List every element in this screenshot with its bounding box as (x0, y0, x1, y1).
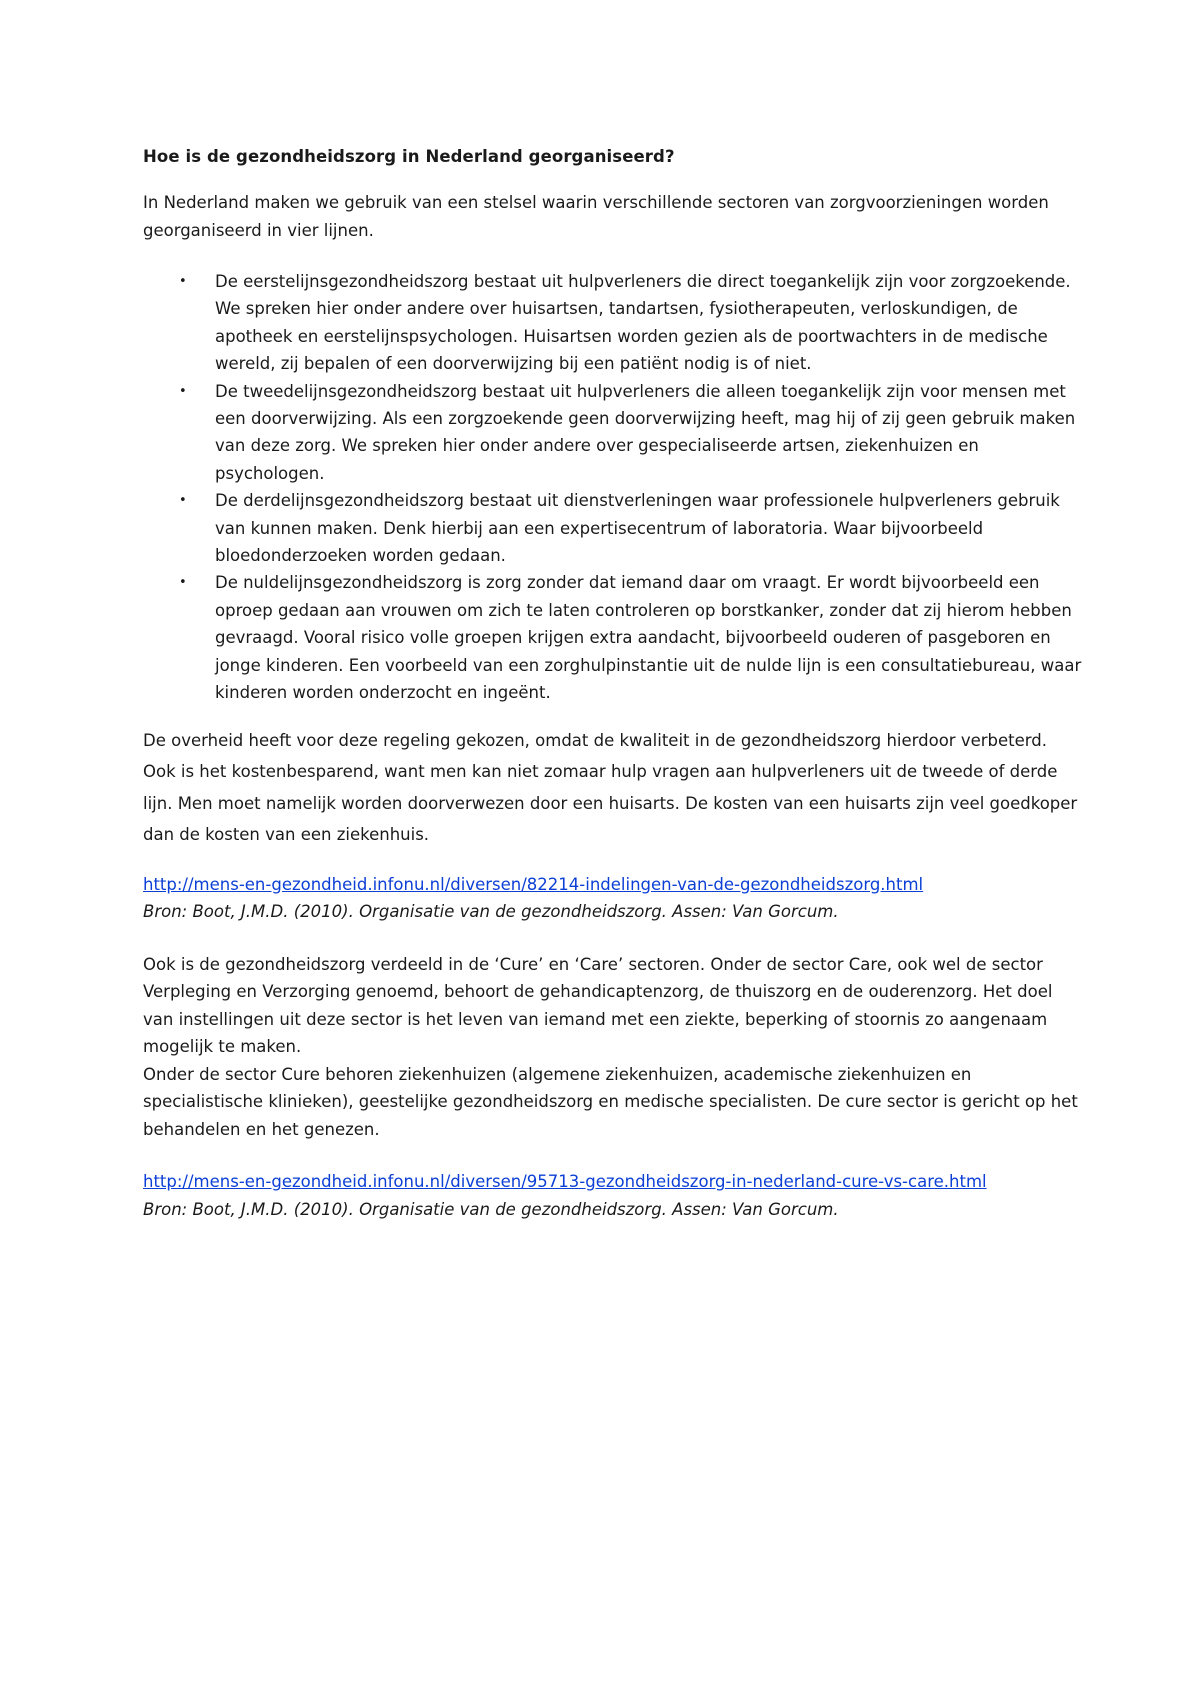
list-item-zero-line (179, 569, 1083, 706)
bullet-icon: • (179, 274, 187, 289)
source-citation-2: Bron: Boot, J.M.D. (2010). Organisatie van de gezondheidszorg. Assen: Van Gorcum. (143, 1199, 839, 1219)
list-item-text: De derdelijnsgezondheidszorg bestaat uit dienstverleningen waar professionele hulpverleners gebruik van kunnen maken. Denk hierbij aan een expertisecentrum of laboratoria. Waar bijvoorbeeld bloedonderzoeken worden gedaan. (215, 491, 1060, 566)
cure-care-section (143, 951, 1083, 1144)
government-paragraph: De overheid heeft voor deze regeling gekozen, omdat de kwaliteit in de gezondheidszorg hierdoor verbeterd. Ook is het kostenbesparend, want men kan niet zomaar hulp vragen aan hulpverleners uit de tweede of derde lijn. Men moet namelijk worden doorverwezen door een huisarts. De kosten van een huisarts zijn veel goedkoper dan de kosten van een ziekenhuis. (143, 730, 1078, 844)
care-lines-list (143, 268, 1083, 707)
bullet-icon: • (179, 575, 187, 591)
cure-care-paragraph-cure: Onder de sector Cure behoren ziekenhuizen (algemene ziekenhuizen, academische ziekenhuizen en specialistische klinieken), geestelijke gezondheidszorg en medische specialisten. De cure sector is gericht op het behandelen en het genezen. (143, 1064, 1078, 1139)
list-item-text: De tweedelijnsgezondheidszorg bestaat uit hulpverleners die alleen toegankelijk zijn voor mensen met een doorverwijzing. Als een zorgzoekende geen doorverwijzing heeft, mag hij of zij geen gebruik maken van deze zorg. We spreken hier onder andere over gespecialiseerde artsen, ziekenhuizen en psychologen. (215, 381, 1076, 483)
list-item-first-line (179, 268, 1083, 378)
cure-care-paragraph-care: Ook is de gezondheidszorg verdeeld in de ‘Cure’ en ‘Care’ sectoren. Onder de sector Care, ook wel de sector Verpleging en Verzorging genoemd, behoort de gehandicaptenzorg, de thuiszorg en de ouderenzorg. Het doel van instellingen uit deze sector is het leven van iemand met een ziekte, beperking of stoornis zo aangenaam mogelijk te maken. (143, 954, 1053, 1056)
list-item-third-line (179, 487, 1083, 569)
bullet-icon: • (179, 493, 187, 509)
source-link-1[interactable]: http://mens-en-gezondheid.infonu.nl/diversen/82214-indelingen-van-de-gezondheidszorg.html (143, 874, 924, 894)
bullet-icon: • (179, 383, 187, 399)
source-citation-1: Bron: Boot, J.M.D. (2010). Organisatie van de gezondheidszorg. Assen: Van Gorcum. (143, 902, 839, 921)
list-item-text: De nuldelijnsgezondheidszorg is zorg zonder dat iemand daar om vraagt. Er wordt bijvoorbeeld een oproep gedaan aan vrouwen om zich te laten controleren op borstkanker, zonder dat zij hierom hebben gevraagd. Vooral risico volle groepen krijgen extra aandacht, bijvoorbeeld ouderen of pasgeboren en jonge kinderen. Een voorbeeld van een zorghulpinstantie uit de nulde lijn is een consultatiebureau, waar kinderen worden onderzocht en ingeënt. (215, 573, 1082, 703)
list-item-text: De eerstelijnsgezondheidszorg bestaat uit hulpverleners die direct toegankelijk zijn voor zorgzoekende. We spreken hier onder andere over huisartsen, tandartsen, fysiotherapeuten, verloskundigen, de apotheek en eerstelijnspsychologen. Huisartsen worden gezien als de poortwachters in de medische wereld, zij bepalen of een doorverwijzing bij een patiënt nodig is of niet. (215, 272, 1071, 374)
list-item-second-line (179, 378, 1083, 488)
intro-paragraph: In Nederland maken we gebruik van een stelsel waarin verschillende sectoren van zorgvoorzieningen worden georganiseerd in vier lijnen. (143, 193, 1049, 240)
page-title: Hoe is de gezondheidszorg in Nederland georganiseerd? (143, 147, 675, 166)
source-link-2[interactable]: http://mens-en-gezondheid.infonu.nl/diversen/95713-gezondheidszorg-in-nederland-cure-vs-care.html (143, 1172, 987, 1191)
document-page (143, 143, 1083, 1248)
